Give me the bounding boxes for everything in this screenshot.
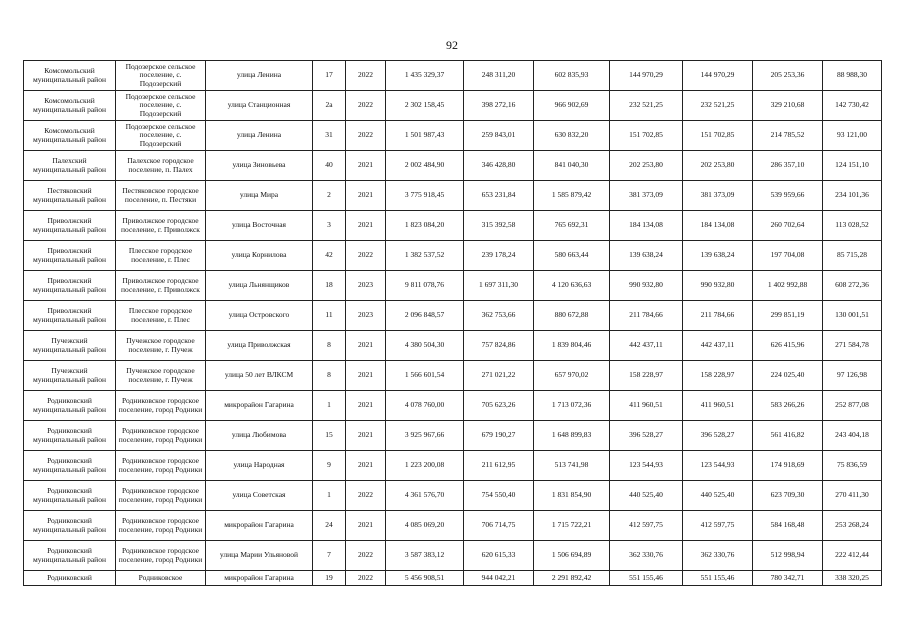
district-cell: Пучежский муниципальный район [24, 361, 116, 391]
district-cell: Приволжский муниципальный район [24, 301, 116, 331]
house-number-cell: 2а [313, 91, 346, 121]
amount-col4-cell: 202 253,80 [610, 151, 683, 181]
year-cell: 2021 [346, 151, 386, 181]
total-cost-cell: 9 811 078,76 [386, 271, 464, 301]
amount-col5-cell: 211 784,66 [683, 301, 753, 331]
table-row [24, 181, 882, 211]
table-row [24, 511, 882, 541]
house-number-cell: 2 [313, 181, 346, 211]
district-cell: Приволжский муниципальный район [24, 241, 116, 271]
amount-col6-cell: 626 415,96 [753, 331, 823, 361]
amount-col3-cell: 966 902,69 [534, 91, 610, 121]
amount-col3-cell: 1 715 722,21 [534, 511, 610, 541]
amount-col4-cell: 211 784,66 [610, 301, 683, 331]
street-cell: улица Марии Ульяновой [206, 541, 313, 571]
street-cell: улица Ленина [206, 121, 313, 151]
year-cell: 2022 [346, 571, 386, 586]
amount-col4-cell: 990 932,80 [610, 271, 683, 301]
amount-col5-cell: 396 528,27 [683, 421, 753, 451]
amount-col6-cell: 205 253,36 [753, 61, 823, 91]
table-row [24, 151, 882, 181]
table-row [24, 361, 882, 391]
table-row [24, 301, 882, 331]
table-row [24, 271, 882, 301]
amount-col4-cell: 232 521,25 [610, 91, 683, 121]
settlement-cell: Пестяковское городское поселение, п. Пестяки [116, 181, 206, 211]
amount-col7-cell: 93 121,00 [823, 121, 882, 151]
district-cell: Родниковский муниципальный район [24, 391, 116, 421]
total-cost-cell: 3 587 383,12 [386, 541, 464, 571]
amount-col2-cell: 653 231,84 [464, 181, 534, 211]
amount-col4-cell: 442 437,11 [610, 331, 683, 361]
amount-col5-cell: 442 437,11 [683, 331, 753, 361]
amount-col2-cell: 1 697 311,30 [464, 271, 534, 301]
total-cost-cell: 1 566 601,54 [386, 361, 464, 391]
street-cell: улица Островского [206, 301, 313, 331]
year-cell: 2021 [346, 511, 386, 541]
district-cell: Комсомольский муниципальный район [24, 61, 116, 91]
amount-col2-cell: 259 843,01 [464, 121, 534, 151]
settlement-cell: Пучежское городское поселение, г. Пучеж [116, 331, 206, 361]
amount-col4-cell: 184 134,08 [610, 211, 683, 241]
amount-col7-cell: 608 272,36 [823, 271, 882, 301]
house-number-cell: 18 [313, 271, 346, 301]
amount-col2-cell: 754 550,40 [464, 481, 534, 511]
year-cell: 2022 [346, 91, 386, 121]
amount-col2-cell: 346 428,80 [464, 151, 534, 181]
district-cell: Родниковский муниципальный район [24, 511, 116, 541]
amount-col6-cell: 329 210,68 [753, 91, 823, 121]
amount-col4-cell: 551 155,46 [610, 571, 683, 586]
house-number-cell: 8 [313, 331, 346, 361]
house-number-cell: 42 [313, 241, 346, 271]
amount-col3-cell: 4 120 636,63 [534, 271, 610, 301]
amount-col5-cell: 381 373,09 [683, 181, 753, 211]
year-cell: 2023 [346, 301, 386, 331]
total-cost-cell: 4 380 504,30 [386, 331, 464, 361]
amount-col5-cell: 123 544,93 [683, 451, 753, 481]
amount-col3-cell: 602 835,93 [534, 61, 610, 91]
total-cost-cell: 1 382 537,52 [386, 241, 464, 271]
street-cell: улица Льнянщиков [206, 271, 313, 301]
amount-col6-cell: 224 025,40 [753, 361, 823, 391]
street-cell: улица Восточная [206, 211, 313, 241]
amount-col4-cell: 139 638,24 [610, 241, 683, 271]
total-cost-cell: 1 223 200,08 [386, 451, 464, 481]
district-cell: Родниковский муниципальный район [24, 481, 116, 511]
house-number-cell: 8 [313, 361, 346, 391]
house-number-cell: 3 [313, 211, 346, 241]
amount-col3-cell: 513 741,98 [534, 451, 610, 481]
settlement-cell: Плесское городское поселение, г. Плес [116, 301, 206, 331]
house-number-cell: 1 [313, 391, 346, 421]
year-cell: 2021 [346, 361, 386, 391]
amount-col3-cell: 1 506 694,89 [534, 541, 610, 571]
district-cell: Приволжский муниципальный район [24, 271, 116, 301]
amount-col7-cell: 88 988,30 [823, 61, 882, 91]
amount-col2-cell: 620 615,33 [464, 541, 534, 571]
amount-col7-cell: 124 151,10 [823, 151, 882, 181]
amount-col3-cell: 1 831 854,90 [534, 481, 610, 511]
settlement-cell: Родниковское городское поселение, город Родники [116, 421, 206, 451]
table-row [24, 241, 882, 271]
table-row [24, 331, 882, 361]
house-number-cell: 24 [313, 511, 346, 541]
district-cell: Приволжский муниципальный район [24, 211, 116, 241]
amount-col6-cell: 286 357,10 [753, 151, 823, 181]
amount-col4-cell: 151 702,85 [610, 121, 683, 151]
amount-col7-cell: 270 411,30 [823, 481, 882, 511]
street-cell: микрорайон Гагарина [206, 511, 313, 541]
settlement-cell: Подозерское сельское поселение, с. Подозерский [116, 121, 206, 151]
table-row [24, 541, 882, 571]
table-row [24, 421, 882, 451]
amount-col5-cell: 551 155,46 [683, 571, 753, 586]
amount-col6-cell: 174 918,69 [753, 451, 823, 481]
settlement-cell: Родниковское городское поселение, город Родники [116, 511, 206, 541]
amount-col7-cell: 271 584,78 [823, 331, 882, 361]
street-cell: улица Станционная [206, 91, 313, 121]
amount-col2-cell: 248 311,20 [464, 61, 534, 91]
amount-col6-cell: 623 709,30 [753, 481, 823, 511]
year-cell: 2022 [346, 541, 386, 571]
district-cell: Родниковский муниципальный район [24, 421, 116, 451]
amount-col4-cell: 362 330,76 [610, 541, 683, 571]
amount-col7-cell: 142 730,42 [823, 91, 882, 121]
amount-col6-cell: 539 959,66 [753, 181, 823, 211]
amount-col5-cell: 139 638,24 [683, 241, 753, 271]
house-number-cell: 40 [313, 151, 346, 181]
amount-col4-cell: 381 373,09 [610, 181, 683, 211]
house-number-cell: 1 [313, 481, 346, 511]
amount-col4-cell: 440 525,40 [610, 481, 683, 511]
year-cell: 2021 [346, 421, 386, 451]
year-cell: 2022 [346, 481, 386, 511]
house-number-cell: 31 [313, 121, 346, 151]
year-cell: 2021 [346, 451, 386, 481]
settlement-cell: Подозерское сельское поселение, с. Подозерский [116, 61, 206, 91]
settlement-cell: Плесское городское поселение, г. Плес [116, 241, 206, 271]
total-cost-cell: 4 361 576,70 [386, 481, 464, 511]
amount-col7-cell: 222 412,44 [823, 541, 882, 571]
total-cost-cell: 4 085 069,20 [386, 511, 464, 541]
amount-col3-cell: 2 291 892,42 [534, 571, 610, 586]
amount-col2-cell: 679 190,27 [464, 421, 534, 451]
street-cell: улица Советская [206, 481, 313, 511]
amount-col7-cell: 130 001,51 [823, 301, 882, 331]
amount-col7-cell: 252 877,08 [823, 391, 882, 421]
district-cell: Родниковский муниципальный район [24, 541, 116, 571]
house-number-cell: 11 [313, 301, 346, 331]
table-body [24, 61, 882, 586]
amount-col3-cell: 580 663,44 [534, 241, 610, 271]
amount-col2-cell: 398 272,16 [464, 91, 534, 121]
settlement-cell: Палехское городское поселение, п. Палех [116, 151, 206, 181]
table-row [24, 211, 882, 241]
amount-col6-cell: 299 851,19 [753, 301, 823, 331]
amount-col2-cell: 211 612,95 [464, 451, 534, 481]
house-number-cell: 15 [313, 421, 346, 451]
amount-col4-cell: 411 960,51 [610, 391, 683, 421]
street-cell: улица Ленина [206, 61, 313, 91]
amount-col5-cell: 412 597,75 [683, 511, 753, 541]
street-cell: улица Народная [206, 451, 313, 481]
data-table [23, 60, 882, 586]
total-cost-cell: 1 501 987,43 [386, 121, 464, 151]
amount-col2-cell: 271 021,22 [464, 361, 534, 391]
amount-col7-cell: 243 404,18 [823, 421, 882, 451]
year-cell: 2021 [346, 391, 386, 421]
amount-col7-cell: 234 101,36 [823, 181, 882, 211]
amount-col6-cell: 584 168,48 [753, 511, 823, 541]
settlement-cell: Приволжское городское поселение, г. Приволжск [116, 271, 206, 301]
amount-col3-cell: 765 692,31 [534, 211, 610, 241]
street-cell: улица Приволжская [206, 331, 313, 361]
year-cell: 2021 [346, 181, 386, 211]
page-number: 92 [446, 38, 458, 52]
amount-col4-cell: 158 228,97 [610, 361, 683, 391]
amount-col7-cell: 113 028,52 [823, 211, 882, 241]
total-cost-cell: 3 925 967,66 [386, 421, 464, 451]
amount-col6-cell: 780 342,71 [753, 571, 823, 586]
amount-col3-cell: 1 713 072,36 [534, 391, 610, 421]
amount-col4-cell: 144 970,29 [610, 61, 683, 91]
district-cell: Палехский муниципальный район [24, 151, 116, 181]
amount-col6-cell: 197 704,08 [753, 241, 823, 271]
table-row [24, 571, 882, 586]
amount-col4-cell: 123 544,93 [610, 451, 683, 481]
amount-col3-cell: 1 839 804,46 [534, 331, 610, 361]
amount-col3-cell: 630 832,20 [534, 121, 610, 151]
year-cell: 2022 [346, 241, 386, 271]
amount-col2-cell: 362 753,66 [464, 301, 534, 331]
table-row [24, 121, 882, 151]
total-cost-cell: 3 775 918,45 [386, 181, 464, 211]
amount-col6-cell: 561 416,82 [753, 421, 823, 451]
house-number-cell: 17 [313, 61, 346, 91]
amount-col5-cell: 151 702,85 [683, 121, 753, 151]
settlement-cell: Родниковское городское поселение, город Родники [116, 481, 206, 511]
amount-col4-cell: 396 528,27 [610, 421, 683, 451]
year-cell: 2021 [346, 211, 386, 241]
amount-col6-cell: 214 785,52 [753, 121, 823, 151]
street-cell: улица Мира [206, 181, 313, 211]
total-cost-cell: 5 456 908,51 [386, 571, 464, 586]
amount-col2-cell: 757 824,86 [464, 331, 534, 361]
street-cell: микрорайон Гагарина [206, 571, 313, 586]
amount-col5-cell: 232 521,25 [683, 91, 753, 121]
district-cell: Родниковский [24, 571, 116, 586]
amount-col3-cell: 657 970,02 [534, 361, 610, 391]
settlement-cell: Приволжское городское поселение, г. Приволжск [116, 211, 206, 241]
total-cost-cell: 2 002 484,90 [386, 151, 464, 181]
district-cell: Комсомольский муниципальный район [24, 121, 116, 151]
total-cost-cell: 1 435 329,37 [386, 61, 464, 91]
amount-col6-cell: 512 998,94 [753, 541, 823, 571]
year-cell: 2022 [346, 121, 386, 151]
street-cell: микрорайон Гагарина [206, 391, 313, 421]
table-row [24, 391, 882, 421]
amount-col2-cell: 239 178,24 [464, 241, 534, 271]
table-row [24, 481, 882, 511]
amount-col2-cell: 705 623,26 [464, 391, 534, 421]
settlement-cell: Родниковское [116, 571, 206, 586]
table-row [24, 451, 882, 481]
house-number-cell: 9 [313, 451, 346, 481]
amount-col6-cell: 583 266,26 [753, 391, 823, 421]
amount-col5-cell: 202 253,80 [683, 151, 753, 181]
year-cell: 2021 [346, 331, 386, 361]
amount-col5-cell: 440 525,40 [683, 481, 753, 511]
district-cell: Комсомольский муниципальный район [24, 91, 116, 121]
district-cell: Пучежский муниципальный район [24, 331, 116, 361]
amount-col7-cell: 338 320,25 [823, 571, 882, 586]
amount-col2-cell: 944 042,21 [464, 571, 534, 586]
amount-col5-cell: 144 970,29 [683, 61, 753, 91]
amount-col6-cell: 1 402 992,88 [753, 271, 823, 301]
house-number-cell: 7 [313, 541, 346, 571]
settlement-cell: Подозерское сельское поселение, с. Подозерский [116, 91, 206, 121]
amount-col6-cell: 260 702,64 [753, 211, 823, 241]
total-cost-cell: 2 302 158,45 [386, 91, 464, 121]
amount-col3-cell: 1 648 899,83 [534, 421, 610, 451]
total-cost-cell: 2 096 848,57 [386, 301, 464, 331]
amount-col3-cell: 1 585 879,42 [534, 181, 610, 211]
street-cell: улица 50 лет ВЛКСМ [206, 361, 313, 391]
amount-col3-cell: 880 672,88 [534, 301, 610, 331]
house-number-cell: 19 [313, 571, 346, 586]
amount-col2-cell: 315 392,58 [464, 211, 534, 241]
street-cell: улица Зиновьева [206, 151, 313, 181]
amount-col7-cell: 97 126,98 [823, 361, 882, 391]
amount-col7-cell: 75 836,59 [823, 451, 882, 481]
total-cost-cell: 4 078 760,00 [386, 391, 464, 421]
amount-col5-cell: 990 932,80 [683, 271, 753, 301]
amount-col5-cell: 158 228,97 [683, 361, 753, 391]
amount-col2-cell: 706 714,75 [464, 511, 534, 541]
amount-col7-cell: 85 715,28 [823, 241, 882, 271]
street-cell: улица Корнилова [206, 241, 313, 271]
amount-col5-cell: 184 134,08 [683, 211, 753, 241]
amount-col5-cell: 362 330,76 [683, 541, 753, 571]
amount-col5-cell: 411 960,51 [683, 391, 753, 421]
year-cell: 2022 [346, 61, 386, 91]
amount-col4-cell: 412 597,75 [610, 511, 683, 541]
year-cell: 2023 [346, 271, 386, 301]
district-cell: Пестяковский муниципальный район [24, 181, 116, 211]
settlement-cell: Родниковское городское поселение, город Родники [116, 451, 206, 481]
street-cell: улица Любимова [206, 421, 313, 451]
amount-col3-cell: 841 040,30 [534, 151, 610, 181]
settlement-cell: Пучежское городское поселение, г. Пучеж [116, 361, 206, 391]
table-row [24, 91, 882, 121]
amount-col7-cell: 253 268,24 [823, 511, 882, 541]
settlement-cell: Родниковское городское поселение, город Родники [116, 391, 206, 421]
table-row [24, 61, 882, 91]
district-cell: Родниковский муниципальный район [24, 451, 116, 481]
total-cost-cell: 1 823 084,20 [386, 211, 464, 241]
settlement-cell: Родниковское городское поселение, город Родники [116, 541, 206, 571]
